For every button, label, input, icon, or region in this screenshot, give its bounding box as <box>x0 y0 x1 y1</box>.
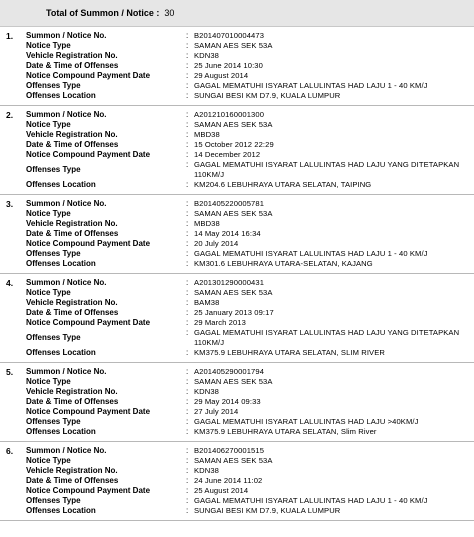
field-label: Date & Time of Offenses <box>26 397 119 406</box>
field-separator: : <box>186 506 189 515</box>
field-label: Date & Time of Offenses <box>26 61 119 70</box>
field-separator: : <box>186 446 189 455</box>
field-value: 25 January 2013 09:17 <box>194 308 274 317</box>
record-row-datetime <box>0 61 474 71</box>
field-label: Notice Type <box>26 288 71 297</box>
field-value: MBD38 <box>194 130 220 139</box>
field-value: SAMAN AES SEK 53A <box>194 288 273 297</box>
record-row-notice-type <box>0 377 474 387</box>
field-separator: : <box>186 417 189 426</box>
record-number: 6. <box>6 446 14 456</box>
field-label: Vehicle Registration No. <box>26 298 118 307</box>
field-separator: : <box>186 81 189 90</box>
record-row-datetime <box>0 308 474 318</box>
field-label: Date & Time of Offenses <box>26 140 119 149</box>
record-row-summon <box>0 278 474 288</box>
field-separator: : <box>186 496 189 505</box>
record-row-location <box>0 427 474 437</box>
field-label: Notice Compound Payment Date <box>26 407 151 416</box>
field-label: Notice Compound Payment Date <box>26 71 151 80</box>
record-row-datetime <box>0 476 474 486</box>
record-row-summon <box>0 110 474 120</box>
record-row-vehicle <box>0 298 474 308</box>
field-separator: : <box>186 71 189 80</box>
field-value: KM375.9 LEBUHRAYA UTARA SELATAN, SLIM RIVER <box>194 348 385 357</box>
field-value: B201405220005781 <box>194 199 265 208</box>
field-label: Offenses Location <box>26 180 96 189</box>
field-separator: : <box>186 61 189 70</box>
field-separator: : <box>186 476 189 485</box>
record-row-vehicle <box>0 130 474 140</box>
field-value: KM204.6 LEBUHRAYA UTARA SELATAN, TAIPING <box>194 180 372 189</box>
field-label: Summon / Notice No. <box>26 446 107 455</box>
field-value: GAGAL MEMATUHI ISYARAT LALULINTAS HAD LAJU 1 - 40 KM/J <box>194 496 428 505</box>
field-value: 14 December 2012 <box>194 150 261 159</box>
field-value: GAGAL MEMATUHI ISYARAT LALULINTAS HAD LAJU 1 - 40 KM/J <box>194 249 428 258</box>
record-row-datetime <box>0 140 474 150</box>
field-label: Date & Time of Offenses <box>26 476 119 485</box>
record-row-payment <box>0 486 474 496</box>
field-value: 24 June 2014 11:02 <box>194 476 263 485</box>
field-separator: : <box>186 160 189 169</box>
field-separator: : <box>186 308 189 317</box>
field-label: Notice Type <box>26 209 71 218</box>
field-value: A201210160001300 <box>194 110 265 119</box>
field-label: Summon / Notice No. <box>26 367 107 376</box>
record-row-summon <box>0 367 474 377</box>
record-row-datetime <box>0 397 474 407</box>
field-label: Offenses Location <box>26 506 96 515</box>
summons-record <box>0 442 474 521</box>
field-label: Vehicle Registration No. <box>26 219 118 228</box>
field-separator: : <box>186 31 189 40</box>
record-row-offense-type <box>0 160 474 180</box>
record-row-notice-type <box>0 120 474 130</box>
field-label: Offenses Type <box>26 81 81 90</box>
field-separator: : <box>186 259 189 268</box>
record-number: 5. <box>6 367 14 377</box>
field-label: Notice Compound Payment Date <box>26 486 151 495</box>
summons-record <box>0 106 474 195</box>
record-row-notice-type <box>0 456 474 466</box>
field-label: Vehicle Registration No. <box>26 466 118 475</box>
field-label: Date & Time of Offenses <box>26 229 119 238</box>
field-label: Offenses Type <box>26 249 81 258</box>
record-row-summon <box>0 199 474 209</box>
field-value: GAGAL MEMATUHI ISYARAT LALULINTAS HAD LAJU >40KM/J <box>194 417 419 426</box>
field-value: B201407010004473 <box>194 31 265 40</box>
field-separator: : <box>186 328 189 337</box>
field-label: Notice Compound Payment Date <box>26 239 151 248</box>
field-value: SAMAN AES SEK 53A <box>194 209 273 218</box>
record-number: 1. <box>6 31 14 41</box>
field-separator: : <box>186 239 189 248</box>
field-label: Vehicle Registration No. <box>26 387 118 396</box>
record-row-notice-type <box>0 209 474 219</box>
field-separator: : <box>186 348 189 357</box>
record-row-offense-type <box>0 496 474 506</box>
field-label: Vehicle Registration No. <box>26 51 118 60</box>
field-value: 29 March 2013 <box>194 318 246 327</box>
field-value: KM301.6 LEBUHRAYA UTARA-SELATAN, KAJANG <box>194 259 373 268</box>
record-row-vehicle <box>0 387 474 397</box>
field-separator: : <box>186 486 189 495</box>
summons-record <box>0 363 474 442</box>
total-label: Total of Summon / Notice : <box>46 8 160 18</box>
field-label: Notice Type <box>26 377 71 386</box>
field-value: 29 May 2014 09:33 <box>194 397 261 406</box>
field-separator: : <box>186 367 189 376</box>
field-value: SUNGAI BESI KM D7.9, KUALA LUMPUR <box>194 506 341 515</box>
record-row-payment <box>0 71 474 81</box>
field-separator: : <box>186 377 189 386</box>
field-separator: : <box>186 318 189 327</box>
record-row-location <box>0 259 474 269</box>
field-separator: : <box>186 278 189 287</box>
field-separator: : <box>186 456 189 465</box>
field-value: SUNGAI BESI KM D7.9, KUALA LUMPUR <box>194 91 341 100</box>
field-separator: : <box>186 150 189 159</box>
field-label: Offenses Type <box>26 165 81 174</box>
field-label: Notice Compound Payment Date <box>26 150 151 159</box>
record-number: 3. <box>6 199 14 209</box>
field-separator: : <box>186 41 189 50</box>
field-separator: : <box>186 199 189 208</box>
field-value: A201405290001794 <box>194 367 265 376</box>
field-separator: : <box>186 51 189 60</box>
field-label: Summon / Notice No. <box>26 278 107 287</box>
record-row-location <box>0 91 474 101</box>
field-separator: : <box>186 209 189 218</box>
field-label: Offenses Type <box>26 333 81 342</box>
record-number: 4. <box>6 278 14 288</box>
field-value: B201406270001515 <box>194 446 265 455</box>
record-row-offense-type <box>0 81 474 91</box>
field-value: GAGAL MEMATUHI ISYARAT LALULINTAS HAD LAJU 1 - 40 KM/J <box>194 81 428 90</box>
record-row-payment <box>0 318 474 328</box>
record-row-payment <box>0 407 474 417</box>
record-row-notice-type <box>0 288 474 298</box>
record-row-summon <box>0 446 474 456</box>
field-label: Summon / Notice No. <box>26 199 107 208</box>
field-label: Notice Compound Payment Date <box>26 318 151 327</box>
field-value: GAGAL MEMATUHI ISYARAT LALULINTAS HAD LAJU YANG DITETAPKAN 110KM/J <box>194 328 460 347</box>
record-row-location <box>0 348 474 358</box>
field-separator: : <box>186 219 189 228</box>
summons-list <box>0 27 474 521</box>
field-value: A201301290000431 <box>194 278 265 287</box>
field-separator: : <box>186 140 189 149</box>
record-row-location <box>0 180 474 190</box>
record-row-vehicle <box>0 466 474 476</box>
field-separator: : <box>186 110 189 119</box>
field-value: SAMAN AES SEK 53A <box>194 377 273 386</box>
record-row-payment <box>0 239 474 249</box>
field-label: Notice Type <box>26 41 71 50</box>
field-label: Summon / Notice No. <box>26 31 107 40</box>
field-label: Offenses Location <box>26 259 96 268</box>
summons-record <box>0 27 474 106</box>
field-separator: : <box>186 91 189 100</box>
record-row-vehicle <box>0 51 474 61</box>
field-separator: : <box>186 298 189 307</box>
record-row-location <box>0 506 474 516</box>
field-value: 25 August 2014 <box>194 486 249 495</box>
field-label: Offenses Type <box>26 496 81 505</box>
field-label: Date & Time of Offenses <box>26 308 119 317</box>
record-row-datetime <box>0 229 474 239</box>
field-separator: : <box>186 466 189 475</box>
field-label: Offenses Location <box>26 427 96 436</box>
field-value: KDN38 <box>194 51 219 60</box>
total-value: 30 <box>164 8 175 18</box>
record-row-vehicle <box>0 219 474 229</box>
field-separator: : <box>186 180 189 189</box>
field-value: GAGAL MEMATUHI ISYARAT LALULINTAS HAD LAJU YANG DITETAPKAN 110KM/J <box>194 160 460 179</box>
field-separator: : <box>186 387 189 396</box>
field-label: Summon / Notice No. <box>26 110 107 119</box>
field-value: KDN38 <box>194 466 219 475</box>
field-separator: : <box>186 229 189 238</box>
field-separator: : <box>186 120 189 129</box>
field-value: KM375.9 LEBUHRAYA UTARA SELATAN, Slim River <box>194 427 377 436</box>
field-value: KDN38 <box>194 387 219 396</box>
total-summons-bar <box>0 0 474 27</box>
field-separator: : <box>186 130 189 139</box>
field-separator: : <box>186 249 189 258</box>
field-separator: : <box>186 427 189 436</box>
record-row-summon <box>0 31 474 41</box>
field-value: SAMAN AES SEK 53A <box>194 456 273 465</box>
field-label: Offenses Location <box>26 91 96 100</box>
summons-record <box>0 195 474 274</box>
field-value: 20 July 2014 <box>194 239 239 248</box>
record-row-offense-type <box>0 328 474 348</box>
field-value: 14 May 2014 16:34 <box>194 229 261 238</box>
field-separator: : <box>186 407 189 416</box>
record-number: 2. <box>6 110 14 120</box>
field-value: SAMAN AES SEK 53A <box>194 120 273 129</box>
field-value: MBD38 <box>194 219 220 228</box>
field-label: Notice Type <box>26 120 71 129</box>
field-label: Offenses Type <box>26 417 81 426</box>
record-row-payment <box>0 150 474 160</box>
record-row-offense-type <box>0 417 474 427</box>
field-value: SAMAN AES SEK 53A <box>194 41 273 50</box>
field-value: 29 August 2014 <box>194 71 249 80</box>
record-row-notice-type <box>0 41 474 51</box>
field-value: 27 July 2014 <box>194 407 239 416</box>
summons-record <box>0 274 474 363</box>
field-separator: : <box>186 288 189 297</box>
field-label: Offenses Location <box>26 348 96 357</box>
field-value: BAM38 <box>194 298 220 307</box>
field-value: 15 October 2012 22:29 <box>194 140 274 149</box>
field-label: Notice Type <box>26 456 71 465</box>
field-value: 25 June 2014 10:30 <box>194 61 263 70</box>
field-separator: : <box>186 397 189 406</box>
field-label: Vehicle Registration No. <box>26 130 118 139</box>
record-row-offense-type <box>0 249 474 259</box>
